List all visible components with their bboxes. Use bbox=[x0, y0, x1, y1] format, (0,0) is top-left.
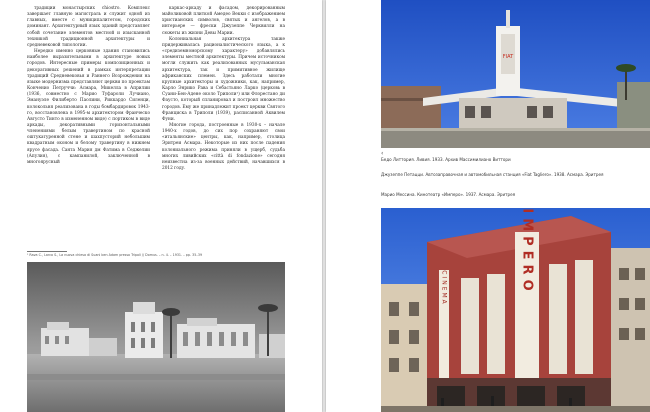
caption-arrow: ‹ bbox=[381, 150, 384, 157]
text-column-1 bbox=[27, 6, 150, 166]
paragraph: каркас-аркаду и фасадом, декорированным майоликовой плиткой Амедео Векки с изображением христианских символов, святых и ангелов, а в интерьере — фрески Джузеппе Черквилли на сюжеты из жизни Девы Марии. bbox=[162, 6, 285, 36]
paragraph: Колониальная архитектура также придерживалась рационалистического языка, а к «средиземноморскому характеру» добавлялись элементы местной архитектуры. Причем источником могли служить как реализованных мусульманская архитектура, так и примитивное жилище африканских племен. Здесь работали многие крупные архитекторы и художники, как, например, Карло Энрико Рава и Себастьяно Ларко (церковь в Суани-Бен-Адене около Триполи¹) или Флорестано ди Фаусто, который спланировал и построил множество городов. Ему же принадлежит проект церкви Святого Франциска в Триполи (1939), расписанной Аквилем Фуни. bbox=[162, 36, 285, 122]
photo-littoria-bw bbox=[27, 262, 285, 412]
footnote: ¹ Rava C., Larco S., La nuova chiesa di Suani ben Adam presso Tripoli // Domus. – n. 4. – 1931. – pp. 35–39 bbox=[27, 253, 203, 257]
cinema-sign-side: CINEMA bbox=[440, 270, 448, 306]
footnote-rule bbox=[27, 251, 67, 252]
fiat-sign: FIAT bbox=[502, 54, 514, 60]
text-column-2 bbox=[162, 6, 285, 172]
paragraph: традиции монастырских chiostro. Комплекс завершает главную магистраль и служит одной из главных, вместе с муниципалитетом, городских доминант. Архитектурный язык зданий представляет собой сочетание элементов местной и изысканной техникой традиционной архитектуры и средневековой типологии. bbox=[27, 6, 150, 48]
caption-cinema-impero: Марио Мессина. Кинотеатр «Имперо». 1937. Асмара. Эритрея bbox=[381, 192, 516, 197]
right-page bbox=[326, 0, 650, 412]
caption-fiat-tagliero: Джузеппе Петацци. Автозаправочная и автомобильная станция «Fiat Tagliero». 1938. Асмара. Эритрея bbox=[381, 172, 604, 177]
photo-fiat-tagliero bbox=[381, 0, 650, 148]
paragraph: Нередко именно церковные здания становились наиболее выразительными в архитектуре новых городов. Интересные примеры композиционных и декоративных решений в рамках интерпретации традиций Средневековья и Раннего Возрождения на языке модернизма представляют церкви по проектам Конченио Петруччи: Асмара, Микелла в Априлии (1936, совместно с Марио Туфароли Лучиано, Эмануэле Филиберто Паолини, Риккардо Силенци, колокольня реализована в годы бомбардировок 1943-го, восстановлена в 1995-м архитектором Франческо Августо Тинто в измененном виде) с портиком в виде аркады, декоративными горизонтальными членениями белым травертином по красной оштукатуренной стене и шахпусторий небольшим квадратным оконом и белому травертину в нижнем ярусе фасада. Санта Мария дм Фатима в Седжелии (Апулия), с кампанилой, заключенной в многоярусный bbox=[27, 49, 150, 165]
photo-cinema-impero bbox=[381, 208, 650, 412]
impero-sign: IMPERO bbox=[519, 208, 535, 296]
caption-littoria: Бедо Литтория. Ливия. 1933. Архив Массимилиано Виттори bbox=[381, 157, 511, 162]
left-page bbox=[0, 0, 322, 412]
paragraph: Многие города, построенные в 1930-х – начале 1940-х годов, до сих пор сохраняют свои «итальянские» центры, как, например, столица Эритреи Асмара. Некоторые из них после падения колониального режима приняли в ущерб, судьба многих ливийских «città di fondazione» сегодня неизвестна из-за военных действий, начавшихся в 2012 году. bbox=[162, 122, 285, 172]
